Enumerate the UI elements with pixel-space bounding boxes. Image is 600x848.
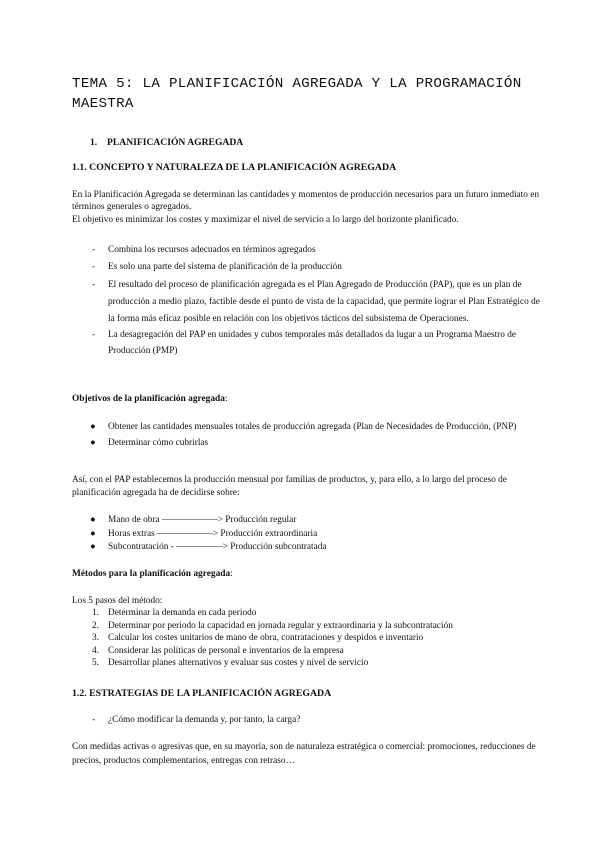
step-text: Desarrollar planes alternativos y evaluar sus costes y nivel de servicio bbox=[108, 658, 369, 669]
list-item-text: Subcontratación - —————> Producción subcontratada bbox=[108, 542, 327, 552]
intro-paragraph-2: El objetivo es minimizar los costes y maximizar el nivel de servicio a lo largo del horizonte planificado. bbox=[72, 215, 459, 225]
list-item bbox=[92, 632, 542, 645]
list-item bbox=[92, 620, 542, 633]
list-item: - Es solo una parte del sistema de planificación de la producción bbox=[92, 259, 542, 276]
list-item: - La desagregación del PAP en unidades y cubos temporales más detallados da lugar a un Programa Maestro de Producción (PMP) bbox=[92, 328, 542, 359]
intro-paragraph-1: En la Planificación Agregada se determinan las cantidades y momentos de producción necesarios para un futuro inmediato en términos generales o agregados. bbox=[72, 190, 540, 213]
bullet-icon: ● bbox=[90, 422, 96, 432]
list-item bbox=[92, 607, 542, 620]
section-1-label: PLANIFICACIÓN AGREGADA bbox=[107, 137, 244, 148]
section-1-2-heading: 1.2. ESTRATEGIAS DE LA PLANIFICACIÓN AGREGADA bbox=[72, 688, 332, 699]
list-item bbox=[90, 437, 540, 451]
step-number: 5. bbox=[92, 658, 99, 669]
objetivos-heading-text: Objetivos de la planificación agregada bbox=[72, 394, 225, 404]
list-item bbox=[90, 541, 540, 555]
bullet-icon: ● bbox=[90, 542, 96, 552]
bullet-icon: ● bbox=[90, 528, 96, 539]
step-number: 2. bbox=[92, 620, 99, 631]
metodos-heading bbox=[72, 569, 233, 579]
list-item bbox=[92, 645, 542, 658]
concept-list bbox=[92, 242, 542, 359]
estrategias-paragraph: Con medidas activas o agresivas que, en su mayoría, son de naturaleza estratégica o comercial: promociones, reducciones de precios, productos complementarios, entregas con retraso… bbox=[72, 742, 536, 766]
decisiones-list bbox=[90, 514, 540, 555]
list-item bbox=[92, 657, 542, 670]
list-item: - Combina los recursos adecuados en términos agregados bbox=[92, 242, 542, 259]
metodos-steps-list bbox=[92, 607, 542, 670]
step-text: Determinar por periodo la capacidad en jornada regular y extraordinaria y la subcontratación bbox=[108, 620, 453, 631]
section-1-heading bbox=[90, 137, 243, 148]
list-item-text: Horas extras ——————> Producción extraordinaria bbox=[108, 528, 318, 539]
metodos-intro: Los 5 pasos del método: bbox=[72, 596, 163, 606]
list-item-text: Obtener las cantidades mensuales totales de producción agregada (Plan de Necesidades de Producción, (PNP) bbox=[108, 422, 517, 432]
step-text: Considerar las políticas de personal e inventarios de la empresa bbox=[108, 645, 344, 656]
step-number: 1. bbox=[92, 608, 99, 618]
step-text: Calcular los costes unitarios de mano de obra, contrataciones y despidos e inventario bbox=[108, 633, 424, 644]
list-item-text: Determinar cómo cubrirlas bbox=[108, 437, 209, 448]
pap-paragraph: Así, con el PAP establecemos la producción mensual por familias de productos, y, para ello, a lo largo del proceso de planificación agregada ha de decidirse sobre: bbox=[72, 475, 507, 498]
list-item: - El resultado del proceso de planificación agregada es el Plan Agregado de Producción (PAP), que es un plan de producción a medio plazo, factible desde el punto de vista de la capacidad, que permite lograr el Plan Estratégico de la forma más eficaz posible en relación con los objetivos tácticos del subsistema de Operaciones. bbox=[92, 277, 542, 329]
bullet-icon: ● bbox=[90, 515, 96, 525]
metodos-heading-colon: : bbox=[230, 569, 233, 579]
metodos-heading-text: Métodos para la planificación agregada bbox=[72, 569, 231, 579]
list-item bbox=[90, 514, 540, 528]
step-number: 3. bbox=[92, 633, 99, 644]
objetivos-list bbox=[90, 421, 540, 450]
objetivos-heading bbox=[72, 394, 228, 404]
step-text: Determinar la demanda en cada periodo bbox=[108, 608, 257, 618]
section-1-1-heading: 1.1. CONCEPTO Y NATURALEZA DE LA PLANIFICACIÓN AGREGADA bbox=[72, 162, 397, 173]
section-1-number: 1. bbox=[90, 137, 98, 148]
list-item: - ¿Cómo modificar la demanda y, por tanto, la carga? bbox=[92, 714, 542, 727]
list-item bbox=[90, 421, 540, 435]
estrategias-list bbox=[92, 714, 542, 727]
list-item bbox=[90, 528, 540, 542]
page-title: TEMA 5: LA PLANIFICACIÓN AGREGADA Y LA PROGRAMACIÓN MAESTRA bbox=[72, 76, 522, 112]
objetivos-heading-colon: : bbox=[224, 394, 228, 404]
bullet-icon: ● bbox=[90, 437, 96, 448]
list-item-text: Mano de obra ——————> Producción regular bbox=[108, 515, 297, 525]
step-number: 4. bbox=[92, 645, 99, 656]
